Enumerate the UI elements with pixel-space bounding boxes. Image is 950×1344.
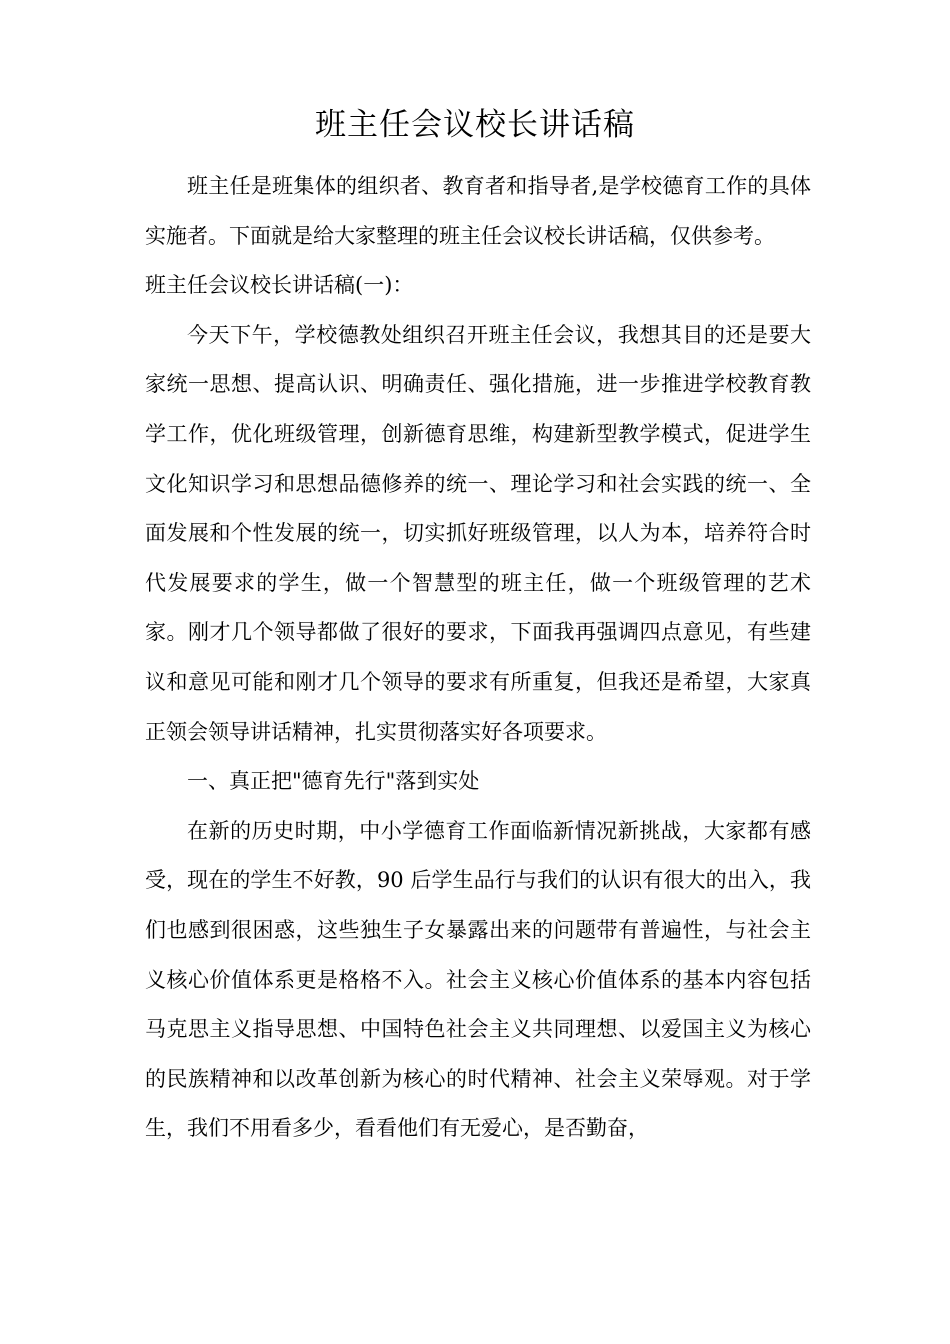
section-heading-speech-one: 班主任会议校长讲话稿(一)： [145, 273, 414, 298]
document-body [145, 162, 811, 1154]
paragraph-moral-education: 在新的历史时期，中小学德育工作面临新情况新挑战，大家都有感受，现在的学生不好教，90 后学生品行与我们的认识有很大的出入，我们也感到很困惑，这些独生子女暴露出来的问题带有普遍性，与社会主义核心价值体系更是格格不入。社会主义核心价值体系的基本内容包括马克思主义指导思想、中国特色社会主义共同理想、以爱国主义为核心的民族精神和以改革创新为核心的时代精神、社会主义荣辱观。对于学生，我们不用看多少，看看他们有无爱心，是否勤奋， [145, 818, 811, 1141]
section-heading-moral-education: 一、真正把"德育先行"落到实处 [187, 769, 480, 794]
paragraph-speech-opening: 今天下午，学校德教处组织召开班主任会议，我想其目的还是要大家统一思想、提高认识、明确责任、强化措施，进一步推进学校教育教学工作，优化班级管理，创新德育思维，构建新型教学模式，促进学生文化知识学习和思想品德修养的统一、理论学习和社会实践的统一、全面发展和个性发展的统一，切实抓好班级管理，以人为本，培养符合时代发展要求的学生，做一个智慧型的班主任，做一个班级管理的艺术家。刚才几个领导都做了很好的要求，下面我再强调四点意见，有些建议和意见可能和刚才几个领导的要求有所重复，但我还是希望，大家真正领会领导讲话精神，扎实贯彻落实好各项要求。 [145, 322, 811, 744]
document-title: 班主任会议校长讲话稿 [315, 107, 635, 143]
paragraph-intro: 班主任是班集体的组织者、教育者和指导者,是学校德育工作的具体实施者。下面就是给大家整理的班主任会议校长讲话稿，仅供参考。 [145, 174, 811, 248]
